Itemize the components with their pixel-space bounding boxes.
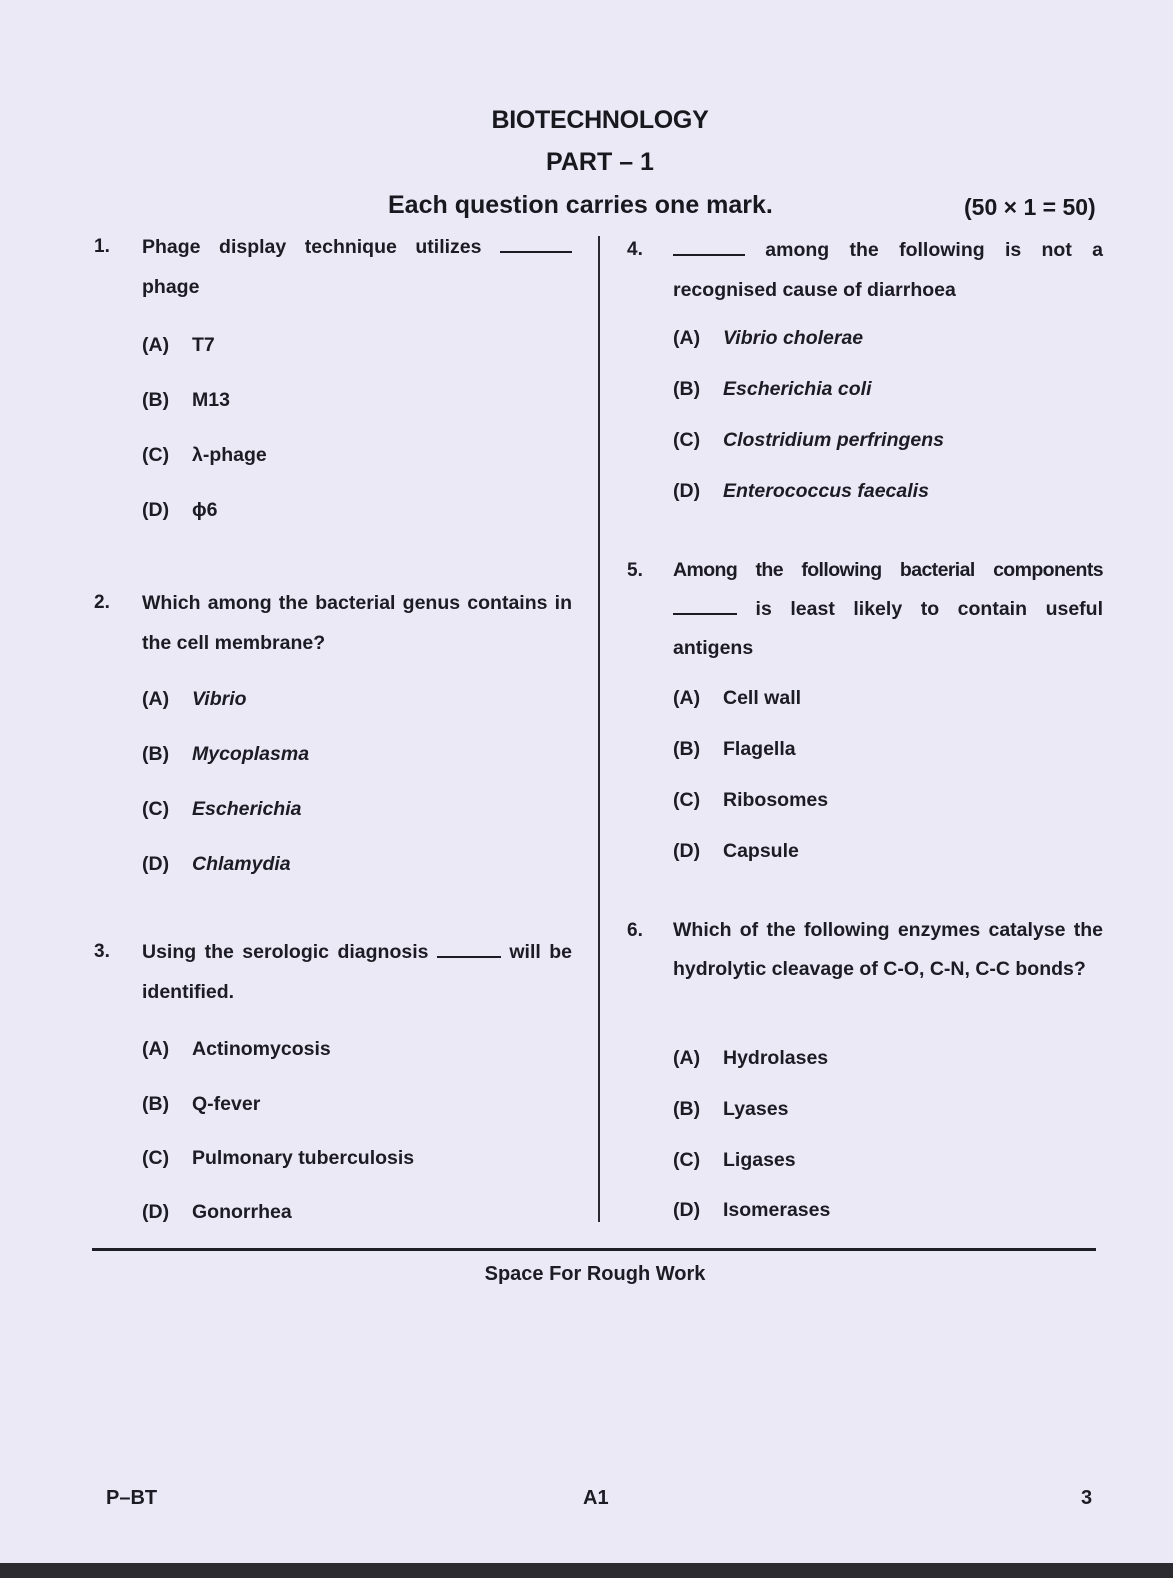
question-text: among the following is not a recognised cause of diarrhoea bbox=[673, 239, 1103, 301]
option-c: (C) Ribosomes bbox=[673, 789, 829, 811]
question-number: 4. bbox=[627, 239, 643, 260]
option-a: (A) T7 bbox=[142, 334, 215, 356]
question-number: 1. bbox=[94, 236, 110, 257]
fill-blank bbox=[500, 237, 572, 253]
question-number: 6. bbox=[627, 920, 643, 941]
option-d: (D) Gonorrhea bbox=[142, 1201, 292, 1223]
option-a: (A) Vibrio cholerae bbox=[673, 327, 864, 349]
option-b: (B) Lyases bbox=[673, 1098, 789, 1120]
part-heading: PART – 1 bbox=[546, 148, 654, 176]
question-number: 2. bbox=[94, 592, 110, 613]
option-a: (A) Actinomycosis bbox=[142, 1038, 331, 1060]
question-number: 3. bbox=[94, 941, 110, 962]
fill-blank bbox=[673, 599, 737, 615]
rough-work-heading: Space For Rough Work bbox=[484, 1263, 706, 1285]
option-d: (D) Capsule bbox=[673, 840, 799, 862]
footer-series: A1 bbox=[583, 1487, 609, 1509]
marks-scheme: (50 × 1 = 50) bbox=[964, 194, 1096, 220]
option-d: (D) Enterococcus faecalis bbox=[673, 480, 929, 502]
question-text: Which among the bacterial genus contains in the cell membrane? bbox=[142, 592, 572, 654]
footer-paper-code: P–BT bbox=[106, 1487, 158, 1509]
option-c: (C) Pulmonary tuberculosis bbox=[142, 1147, 415, 1169]
option-c: (C) Escherichia bbox=[142, 798, 302, 820]
instruction-text: Each question carries one mark. bbox=[388, 191, 773, 219]
option-c: (C) Ligases bbox=[673, 1149, 796, 1171]
footer-page-number: 3 bbox=[1081, 1487, 1093, 1509]
question-text: Among the following bacterial components is least likely to contain useful antigens bbox=[673, 559, 1103, 659]
question-text: Which of the following enzymes catalyse the hydrolytic cleavage of C-O, C-N, C-C bonds? bbox=[673, 919, 1103, 980]
question-text: Phage display technique utilizes phage bbox=[142, 227, 572, 307]
option-c: (C) Clostridium perfringens bbox=[673, 429, 945, 451]
option-a: (A) Vibrio bbox=[142, 688, 247, 710]
option-d: (D) ϕ6 bbox=[142, 499, 218, 521]
scan-edge bbox=[0, 1563, 1173, 1578]
column-divider bbox=[598, 236, 600, 1222]
horizontal-rule bbox=[92, 1248, 1096, 1251]
option-d: (D) Isomerases bbox=[673, 1199, 831, 1221]
option-a: (A) Hydrolases bbox=[673, 1047, 829, 1069]
option-b: (B) Escherichia coli bbox=[673, 378, 872, 400]
fill-blank bbox=[437, 942, 501, 958]
option-c: (C) λ-phage bbox=[142, 444, 267, 466]
option-b: (B) Flagella bbox=[673, 738, 796, 760]
page-title: BIOTECHNOLOGY bbox=[491, 106, 709, 134]
option-b: (B) Mycoplasma bbox=[142, 743, 310, 765]
option-d: (D) Chlamydia bbox=[142, 853, 291, 875]
option-a: (A) Cell wall bbox=[673, 687, 802, 709]
question-number: 5. bbox=[627, 560, 643, 581]
option-b: (B) M13 bbox=[142, 389, 230, 411]
option-b: (B) Q-fever bbox=[142, 1093, 261, 1115]
question-text: Using the serologic diagnosis will be identified. bbox=[142, 941, 572, 1003]
fill-blank bbox=[673, 240, 745, 256]
